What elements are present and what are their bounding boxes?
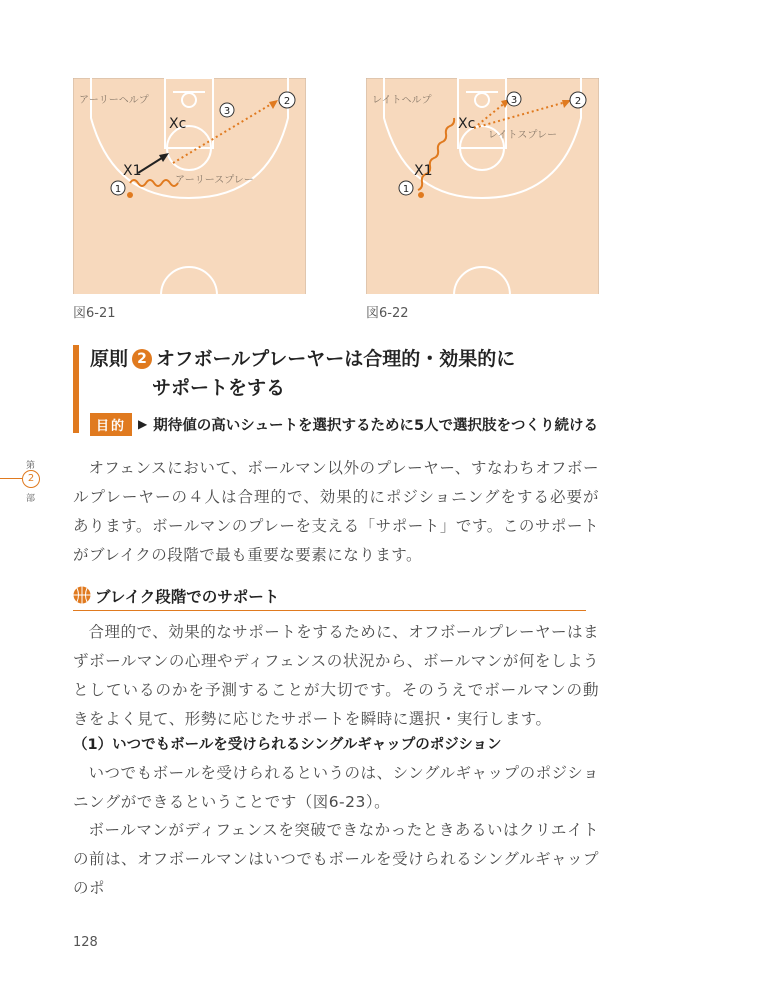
defender-x1-label: X1 — [414, 163, 433, 179]
paragraph-intro: オフェンスにおいて、ボールマン以外のプレーヤー、すなわちオフボールプレーヤーの４人は合理的で、効果的にポジショニングをする必要があります。ボールマンのプレーを支える「サポート」です。このサポートがブレイクの段階で最も重要な要素になります。 — [73, 459, 599, 564]
purpose-row — [90, 413, 598, 435]
chapter-tab-top: 第 — [26, 461, 36, 471]
player-3-label: 3 — [510, 95, 518, 106]
court-diagram-early — [73, 78, 306, 295]
principle-title-line1: オフボールプレーヤーは合理的・効果的に — [156, 348, 516, 370]
chapter-tab-number: 2 — [22, 470, 40, 488]
player-1-label: 1 — [402, 184, 410, 195]
player-2-label: 2 — [283, 96, 291, 107]
principle-heading — [90, 345, 610, 403]
chapter-tab-bottom: 部 — [26, 494, 36, 504]
purpose-badge: 目的 — [90, 413, 132, 436]
figure-caption: 図6-22 — [366, 306, 409, 321]
help-label: レイトヘルプ — [372, 95, 432, 106]
figure-6-22 — [366, 78, 599, 295]
spray-label: レイトスプレー — [488, 130, 557, 141]
defender-xc-label: Xc — [458, 116, 476, 132]
figure-caption: 図6-21 — [73, 306, 116, 321]
section-heading — [73, 582, 586, 611]
paragraph-ballman: ボールマンがディフェンスを突破できなかったときあるいはクリエイトの前は、オフボールマンはいつでもボールを受けられるシングルギャップのポ — [73, 821, 599, 897]
page-number: 128 — [73, 935, 98, 950]
paragraph-support: 合理的で、効果的なサポートをするために、オフボールプレーヤーはまずボールマンの心理やディフェンスの状況から、ボールマンが何をしようとしているのかを予測することが大切です。そのうえでボールマンの動きをよく見て、形勢に応じたサポートを瞬時に選択・実行します。 — [73, 623, 599, 728]
basketball-icon — [73, 586, 91, 604]
defender-xc-label: Xc — [169, 116, 187, 132]
figure-6-21 — [73, 78, 306, 295]
principle-title-line2: サポートをする — [152, 377, 286, 399]
principle-number: 2 — [132, 349, 152, 369]
chapter-side-tab — [0, 454, 60, 506]
triangle-right-icon: ▶ — [138, 417, 148, 431]
chapter-tab-line — [0, 478, 22, 479]
court-diagram-late — [366, 78, 599, 295]
player-2-label: 2 — [574, 96, 582, 107]
paragraph-single-gap: いつでもボールを受けられるというのは、シングルギャップのポジショニングができるということです（図6-23）。 — [73, 764, 599, 811]
player-3-label: 3 — [223, 106, 231, 117]
player-1-label: 1 — [114, 184, 122, 195]
section-title: ブレイク段階でのサポート — [95, 588, 280, 606]
defender-x1-label: X1 — [123, 163, 142, 179]
subsection-heading: （1）いつでもボールを受けられるシングルギャップのポジション — [73, 737, 502, 753]
principle-accent-bar — [73, 345, 79, 433]
principle-prefix: 原則 — [90, 348, 129, 370]
spray-label: アーリースプレー — [175, 175, 254, 186]
purpose-text: 期待値の高いシュートを選択するために5人で選択肢をつくり続ける — [153, 417, 599, 434]
help-label: アーリーヘルプ — [79, 95, 149, 106]
